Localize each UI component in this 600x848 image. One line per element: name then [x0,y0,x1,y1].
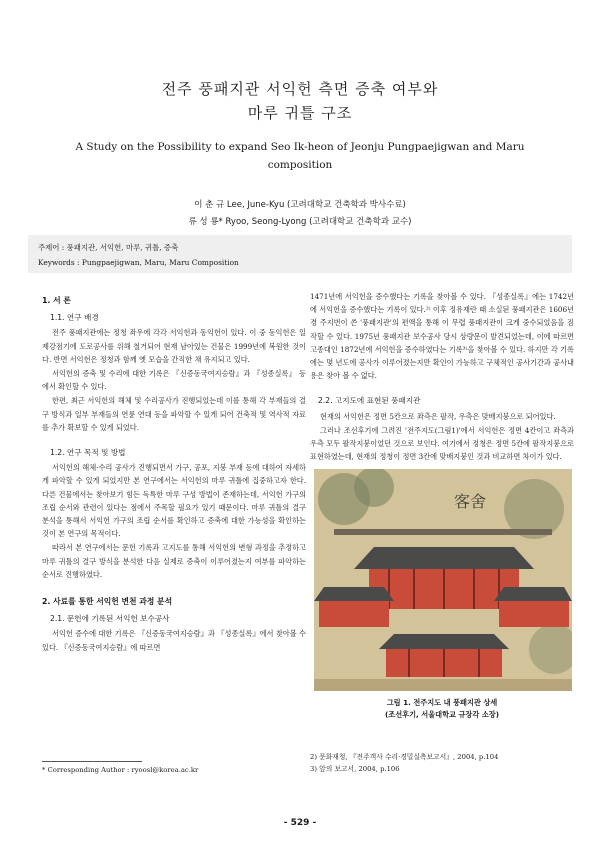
footnote-rule [42,761,142,762]
subsection-heading: 2.1. 문헌에 기록된 서익헌 보수공사 [50,614,170,624]
paragraph: 서익헌의 증축 및 수리에 대한 기록은 『신증동국여지승람』과 『성종실록』 등에서 확인할 수 있다. [42,369,306,392]
paragraph: 그러나 조선후기에 그려진 '전주지도(그림1)'에서 서익헌은 정면 4칸이고 좌측과 우측 모두 팔작지붕이었던 것으로 보인다. 여기에서 정청은 정면 5칸에 팔작지붕으로 표현하였는데, 현재의 정청이 정면 3칸에 맞배지붕인 것과 비교하면 차이가 있다. [310,425,574,462]
paper-title-english: A Study on the Possibility to expand Seo Ik-heon of Jeonju Pungpaejigwan and Maru composition [75,141,525,171]
page-number: - 529 - [283,818,317,828]
paragraph: 현재의 서익헌은 정면 5칸으로 좌측은 팔작, 우측은 맞배지붕으로 되어있다. [320,411,556,421]
paragraph: 따라서 본 연구에서는 문헌 기록과 고지도를 통해 서익헌의 변형 과정을 추정하고 마루 귀틀의 결구 방식을 분석한 다음 실제로 증축이 이루어졌는지 여부를 파악하는 순서로 진행하였다. [42,543,306,579]
figure-caption [310,697,574,721]
keywords-box [28,235,572,273]
left-column [42,290,306,655]
paper-title-line1: 전주 풍패지관 서익헌 측면 증축 여부와 [161,80,439,98]
subsection-heading: 1.2. 연구 목적 및 방법 [50,448,126,458]
paragraph: 한편, 최근 서익헌의 해체 및 수리공사가 진행되었는데 이를 통해 각 부재들의 결구 방식과 일부 부재들의 연륜 연대 등을 파악할 수 있게 되어 건축적 및 역사적 자료를 추가 확보할 수 있게 되었다. [42,396,306,432]
section-heading: 1. 서 론 [42,296,71,305]
paragraph: 서익헌의 해체·수리 공사가 진행되면서 가구, 공포, 지붕 부재 등에 대하여 자세하게 파악할 수 있게 되었지만 본 연구에서는 서익헌의 마루 귀틀에 집중하고자 한다. 다른 건물에서는 찾아보기 힘든 독특한 마루 구성 방법이 존재하는데, 서익헌 가구의 조립 순서와 관련이 있다는 점에서 주목할 필요가 있기 때문이다. 마루 귀틀의 결구 분석을 통해서 서익헌 가구의 조립 순서를 확인하고 증축에 대한 가능성을 확인하는 것이 본 연구의 목적이다. [42,463,306,539]
map-label: 客舍 [454,492,487,512]
paragraph: 1471년에 서익헌을 증수했다는 기록을 찾아볼 수 있다. 『성종실록』에는 1742년에 서익헌을 증수했다는 기록이 있다.²⁾ 이후 정유재란 때 소실된 풍패지관은 1606년경 주지번이 쓴 '풍패지관'의 편액을 통해 이 무렵 풍패지관이 크게 중수되었음을 짐작할 수 있다. 1975년 풍패지관 보수공사 당시 상량문이 발견되었는데, 이에 따르면 고종대인 1872년에 서익헌을 증수하였다는 기록³⁾을 찾아볼 수 있다. 하지만 각 기록에는 몇 년도에 공사가 이루어졌는지만 확인이 가능하고 구체적인 공사기간과 공사내용은 찾아 볼 수 없다. [310,292,574,381]
caption-line: 그림 1. 전주지도 내 풍패지관 상세 [386,698,498,708]
paragraph: 서익헌 증수에 대한 기록은 『신증동국여지승람』과 『성종실록』에서 찾아볼 수 있다. 『신증동국여지승람』에 따르면 [42,629,306,652]
author-2: 류 성 룡* Ryoo, Seong-Lyong (고려대학교 건축학과 교수) [188,217,412,227]
caption-line: (조선후기, 서울대학교 규장각 소장) [384,710,499,720]
old-map-illustration [314,469,572,691]
section-heading: 2. 사료를 통한 서익헌 변천 과정 분석 [42,597,173,607]
subsection-heading: 2.2. 고지도에 표현된 풍패지관 [318,396,421,406]
keywords-english: Keywords : Pungpaejigwan, Maru, Maru Composition [38,258,239,267]
keywords-korean: 주제어 : 풍패지관, 서익헌, 마루, 귀틀, 증축 [38,243,179,252]
author-1: 이 춘 규 Lee, June-Kyu (고려대학교 건축학과 박사수료) [194,200,406,210]
figure-old-map [314,469,572,691]
subsection-heading: 1.1. 연구 배경 [50,313,99,323]
right-column [310,290,574,721]
footnotes-right [310,752,574,775]
footnote-corresponding: * Corresponding Author : ryoosl@korea.ac.kr [42,766,199,774]
footnote-item: 2) 문화재청, 『전주객사 수리·경밀실측보고서』, 2004, p.104 [310,753,499,761]
paper-title-line2: 마루 귀틀 구조 [247,104,353,122]
paragraph: 전주 풍패지관에는 정청 좌우에 각각 서익헌과 동익헌이 있다. 이 중 동익헌은 일제강점기에 도로공사를 위해 철거되어 현재 남아있는 건물은 1999년에 복원한 것이다. 반면 서익헌은 정청과 함께 옛 모습을 간직한 채 유지되고 있다. [42,328,306,364]
footnote-item: 3) 앞의 보고서, 2004, p.106 [310,764,400,773]
